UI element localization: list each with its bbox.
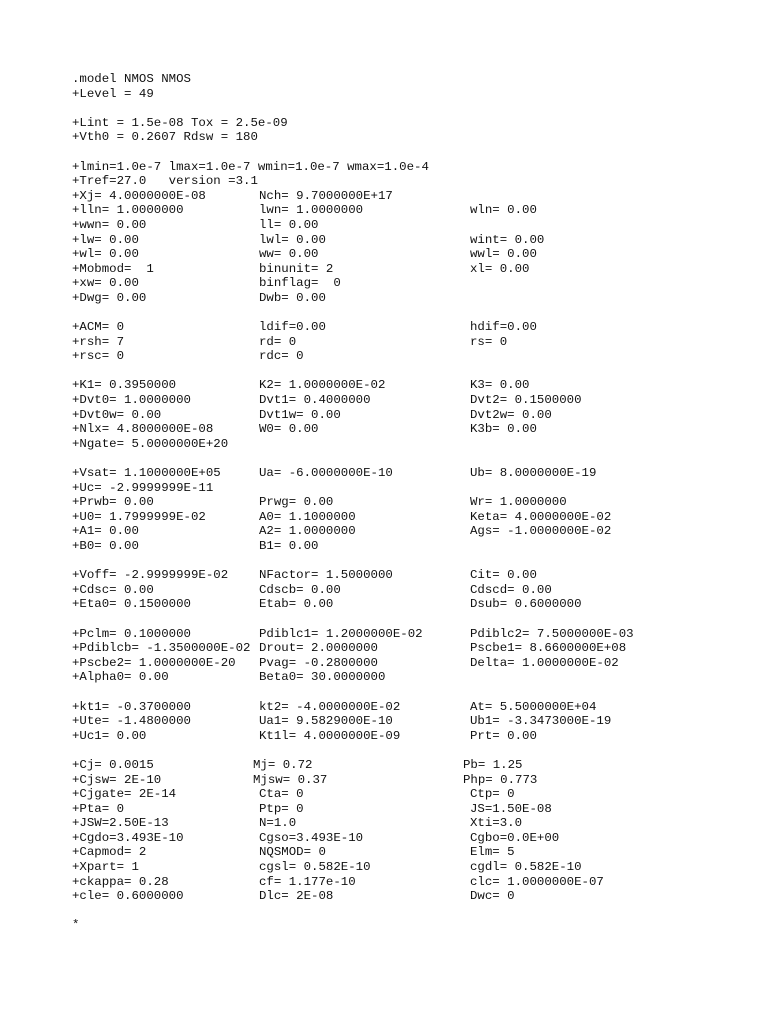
model-param-col-2: A0= 1.1000000: [259, 509, 356, 524]
model-param-col-2: Dwb= 0.00: [259, 290, 326, 305]
model-param-col-2: Pdiblc1= 1.2000000E-02: [259, 626, 423, 641]
model-line: [72, 889, 722, 904]
model-param-col-1: +Cj= 0.0015: [72, 757, 154, 772]
model-line: [72, 203, 722, 218]
model-param-col-3: Elm= 5: [470, 845, 515, 860]
model-param-col-1: +Voff= -2.9999999E-02: [72, 568, 229, 583]
model-line: [72, 524, 722, 539]
model-param-col-3: Dsub= 0.6000000: [470, 597, 582, 612]
model-line: [72, 87, 722, 102]
model-param-col-2: Nch= 9.7000000E+17: [259, 188, 393, 203]
model-param-col-3: Ub1= -3.3473000E-19: [470, 714, 612, 729]
model-line: [72, 247, 722, 262]
model-param-col-2: ww= 0.00: [259, 247, 319, 262]
model-param-col-1: +Ngate= 5.0000000E+20: [72, 436, 229, 451]
blank-line: [72, 554, 722, 569]
spice-model-listing: [72, 72, 722, 933]
model-param-col-3: hdif=0.00: [470, 320, 537, 335]
model-param-col-1: +lmin=1.0e-7 lmax=1.0e-7 wmin=1.0e-7 wmax=1.0e-4: [72, 159, 429, 174]
model-param-col-1: +Tref=27.0 version =3.1: [72, 174, 258, 189]
model-param-col-2: ldif=0.00: [259, 320, 326, 335]
model-line: [72, 262, 722, 277]
model-param-col-1: +Vth0 = 0.2607 Rdsw = 180: [72, 130, 258, 145]
model-line: [72, 72, 722, 87]
model-param-col-3: Dvt2w= 0.00: [470, 407, 552, 422]
model-param-col-1: +rsc= 0: [72, 349, 125, 364]
model-line: [72, 422, 722, 437]
model-line: [72, 597, 722, 612]
model-param-col-1: +Alpha0= 0.00: [72, 670, 169, 685]
model-param-col-1: +K1= 0.3950000: [72, 378, 177, 393]
model-line: [72, 714, 722, 729]
model-param-col-2: Ptp= 0: [259, 801, 304, 816]
model-param-col-1: *: [72, 918, 80, 933]
model-param-col-3: Pdiblc2= 7.5000000E-03: [470, 626, 634, 641]
model-param-col-2: Pvag= -0.2800000: [259, 655, 378, 670]
model-param-col-2: B1= 0.00: [259, 539, 319, 553]
model-param-col-3: wwl= 0.00: [470, 247, 537, 262]
model-param-col-2: W0= 0.00: [259, 422, 319, 437]
model-line: [72, 437, 722, 452]
model-param-col-1: +Pclm= 0.1000000: [72, 626, 191, 641]
model-line: [72, 758, 722, 773]
model-param-col-2: binunit= 2: [259, 261, 334, 276]
model-param-col-1: +kt1= -0.3700000: [72, 699, 191, 714]
model-line: [72, 349, 722, 364]
model-param-col-3: clc= 1.0000000E-07: [470, 874, 604, 889]
model-param-col-1: +Cjsw= 2E-10: [72, 772, 162, 787]
model-param-col-3: Prt= 0.00: [470, 728, 537, 743]
model-line: [72, 831, 722, 846]
blank-line: [72, 904, 722, 919]
model-param-col-3: rs= 0: [470, 334, 508, 349]
model-param-col-3: Ctp= 0: [470, 787, 515, 802]
model-param-col-2: Cgso=3.493E-10: [259, 830, 364, 845]
model-param-col-2: rd= 0: [259, 334, 297, 349]
model-param-col-3: Php= 0.773: [463, 772, 538, 787]
model-param-col-2: Beta0= 30.0000000: [259, 670, 386, 685]
model-param-col-3: Pscbe1= 8.6600000E+08: [470, 641, 627, 656]
model-param-col-1: +Pta= 0: [72, 801, 125, 816]
model-param-col-3: wint= 0.00: [470, 232, 545, 247]
model-param-col-1: +rsh= 7: [72, 334, 125, 349]
model-line: [72, 393, 722, 408]
model-param-col-2: Mjsw= 0.37: [253, 772, 328, 787]
model-param-col-2: Cta= 0: [259, 787, 304, 802]
model-param-col-2: Mj= 0.72: [253, 757, 313, 772]
model-param-col-2: kt2= -4.0000000E-02: [259, 699, 401, 714]
model-line: [72, 408, 722, 423]
model-line: [72, 568, 722, 583]
model-line: [72, 860, 722, 875]
model-line: [72, 583, 722, 598]
model-line: [72, 174, 722, 189]
model-param-col-1: +Ute= -1.4800000: [72, 714, 191, 729]
model-param-col-1: +Cgdo=3.493E-10: [72, 830, 184, 845]
model-line: [72, 918, 722, 933]
model-line: [72, 700, 722, 715]
model-param-col-2: Dlc= 2E-08: [259, 889, 334, 904]
model-param-col-1: +Uc= -2.9999999E-11: [72, 480, 214, 495]
model-param-col-3: K3= 0.00: [470, 378, 530, 393]
model-param-col-1: +Xj= 4.0000000E-08: [72, 188, 206, 203]
model-param-col-2: ll= 0.00: [259, 217, 319, 232]
model-line: [72, 466, 722, 481]
model-param-col-1: +Nlx= 4.8000000E-08: [72, 422, 214, 437]
model-line: [72, 233, 722, 248]
model-param-col-3: cgdl= 0.582E-10: [470, 860, 582, 875]
model-param-col-2: Ua1= 9.5829000E-10: [259, 714, 393, 729]
model-param-col-1: +U0= 1.7999999E-02: [72, 509, 206, 524]
model-line: [72, 189, 722, 204]
model-param-col-1: +Cjgate= 2E-14: [72, 787, 177, 802]
model-line: [72, 160, 722, 175]
model-line: [72, 276, 722, 291]
model-param-col-1: +Prwb= 0.00: [72, 495, 154, 510]
model-param-col-3: wln= 0.00: [470, 203, 537, 218]
model-line: [72, 773, 722, 788]
model-param-col-1: +Level = 49: [72, 86, 154, 101]
model-param-col-1: +Vsat= 1.1000000E+05: [72, 466, 221, 481]
model-param-col-1: +JSW=2.50E-13: [72, 816, 169, 831]
model-param-col-1: +Lint = 1.5e-08 Tox = 2.5e-09: [72, 115, 288, 130]
model-param-col-1: +ckappa= 0.28: [72, 874, 169, 889]
model-line: [72, 218, 722, 233]
model-param-col-2: Ua= -6.0000000E-10: [259, 466, 393, 481]
model-param-col-1: +cle= 0.6000000: [72, 889, 184, 904]
model-line: [72, 729, 722, 744]
blank-line: [72, 451, 722, 466]
model-param-col-1: +Uc1= 0.00: [72, 728, 147, 743]
model-line: [72, 845, 722, 860]
blank-line: [72, 612, 722, 627]
model-line: [72, 627, 722, 642]
model-param-col-1: .model NMOS NMOS: [72, 72, 191, 86]
model-param-col-2: Kt1l= 4.0000000E-09: [259, 728, 401, 743]
model-param-col-1: +wl= 0.00: [72, 247, 139, 262]
model-param-col-1: +Cdsc= 0.00: [72, 582, 154, 597]
model-param-col-2: N=1.0: [259, 816, 297, 831]
model-param-col-1: +Pdiblcb= -1.3500000E-02: [72, 641, 251, 656]
blank-line: [72, 101, 722, 116]
model-param-col-3: Cgbo=0.0E+00: [470, 830, 560, 845]
model-param-col-3: Wr= 1.0000000: [470, 495, 567, 510]
model-param-col-3: Xti=3.0: [470, 816, 523, 831]
model-param-col-3: K3b= 0.00: [470, 422, 537, 437]
model-line: [72, 335, 722, 350]
model-param-col-1: +Dwg= 0.00: [72, 290, 147, 305]
model-param-col-2: NFactor= 1.5000000: [259, 568, 393, 583]
model-param-col-1: +Capmod= 2: [72, 845, 147, 860]
model-param-col-1: +xw= 0.00: [72, 276, 139, 291]
model-line: [72, 481, 722, 496]
model-param-col-3: Ags= -1.0000000E-02: [470, 524, 612, 539]
model-param-col-3: At= 5.5000000E+04: [470, 699, 597, 714]
blank-line: [72, 364, 722, 379]
model-line: [72, 641, 722, 656]
model-param-col-1: +wwn= 0.00: [72, 217, 147, 232]
model-line: [72, 130, 722, 145]
model-param-col-2: lwn= 1.0000000: [259, 203, 364, 218]
model-param-col-1: +Eta0= 0.1500000: [72, 597, 191, 612]
model-param-col-1: +A1= 0.00: [72, 524, 139, 539]
model-param-col-3: Dwc= 0: [470, 889, 515, 904]
model-line: [72, 378, 722, 393]
model-param-col-1: +ACM= 0: [72, 320, 125, 335]
model-param-col-2: Dvt1w= 0.00: [259, 407, 341, 422]
model-line: [72, 656, 722, 671]
model-param-col-2: NQSMOD= 0: [259, 845, 326, 860]
model-param-col-2: Etab= 0.00: [259, 597, 334, 612]
model-param-col-1: +Pscbe2= 1.0000000E-20: [72, 655, 236, 670]
model-line: [72, 802, 722, 817]
blank-line: [72, 685, 722, 700]
model-line: [72, 787, 722, 802]
model-line: [72, 670, 722, 685]
model-line: [72, 539, 722, 554]
model-param-col-3: Cdscd= 0.00: [470, 582, 552, 597]
model-param-col-2: Cdscb= 0.00: [259, 582, 341, 597]
model-param-col-3: xl= 0.00: [470, 261, 530, 276]
model-param-col-2: K2= 1.0000000E-02: [259, 378, 386, 393]
model-param-col-3: Keta= 4.0000000E-02: [470, 509, 612, 524]
model-param-col-2: lwl= 0.00: [259, 232, 326, 247]
blank-line: [72, 743, 722, 758]
model-line: [72, 816, 722, 831]
model-param-col-2: cgsl= 0.582E-10: [259, 860, 371, 875]
model-param-col-1: +Mobmod= 1: [72, 261, 154, 276]
model-line: [72, 510, 722, 525]
model-line: [72, 875, 722, 890]
model-param-col-2: rdc= 0: [259, 349, 304, 364]
model-line: [72, 320, 722, 335]
model-param-col-1: +B0= 0.00: [72, 539, 139, 553]
model-param-col-3: Delta= 1.0000000E-02: [470, 655, 619, 670]
model-param-col-2: binflag= 0: [259, 276, 341, 291]
model-param-col-2: Drout= 2.0000000: [259, 641, 378, 656]
model-param-col-3: Pb= 1.25: [463, 757, 523, 772]
model-param-col-1: +lln= 1.0000000: [72, 203, 184, 218]
model-param-col-1: +Dvt0= 1.0000000: [72, 393, 191, 408]
model-param-col-1: +Dvt0w= 0.00: [72, 407, 162, 422]
model-param-col-2: Dvt1= 0.4000000: [259, 393, 371, 408]
model-param-col-3: JS=1.50E-08: [470, 801, 552, 816]
model-param-col-2: A2= 1.0000000: [259, 524, 356, 539]
model-param-col-1: +Xpart= 1: [72, 860, 139, 875]
model-param-col-2: Prwg= 0.00: [259, 495, 334, 510]
model-param-col-1: +lw= 0.00: [72, 232, 139, 247]
model-param-col-3: Ub= 8.0000000E-19: [470, 466, 597, 481]
blank-line: [72, 145, 722, 160]
model-param-col-2: cf= 1.177e-10: [259, 874, 356, 889]
blank-line: [72, 306, 722, 321]
model-line: [72, 291, 722, 306]
model-param-col-3: Dvt2= 0.1500000: [470, 393, 582, 408]
model-line: [72, 116, 722, 131]
model-line: [72, 495, 722, 510]
model-param-col-3: Cit= 0.00: [470, 568, 537, 583]
